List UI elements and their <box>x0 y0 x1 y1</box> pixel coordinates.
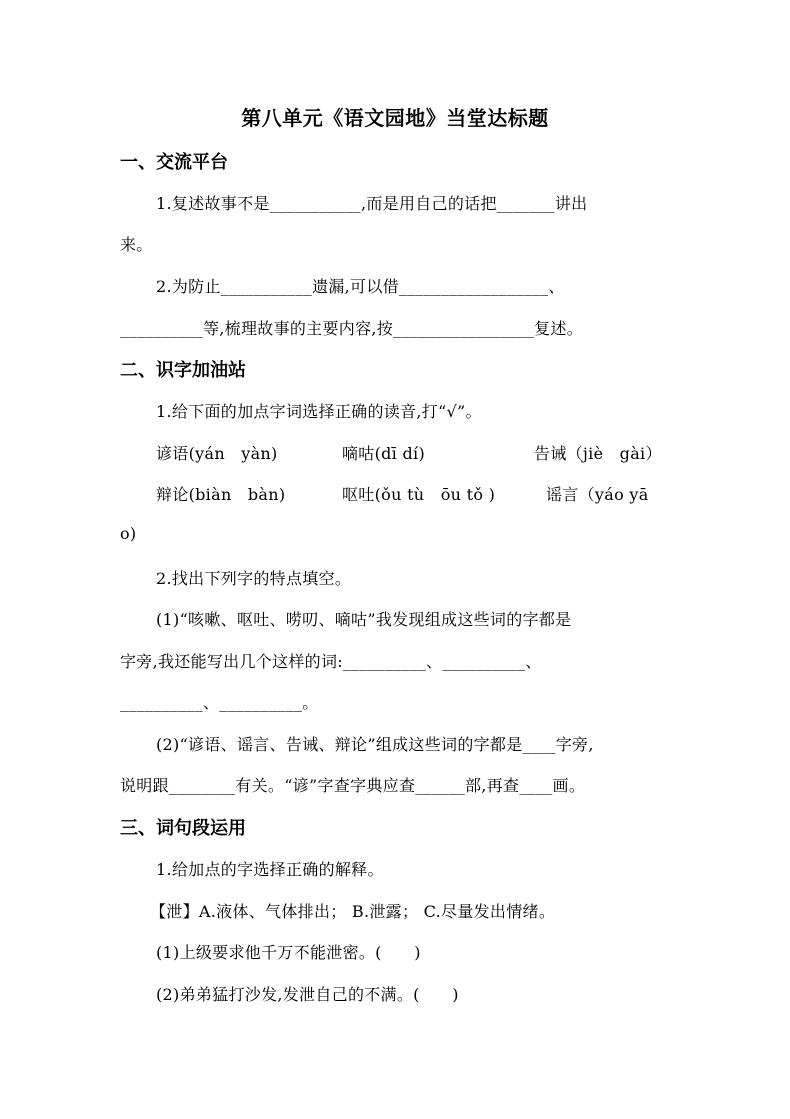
s3-item-2: (2)弟弟猛打沙发,发泄自己的不满。( ) <box>156 985 459 1004</box>
section-heading-2: 二、识字加油站 <box>120 360 246 381</box>
reading-item-2: 嘀咕(dī dí) <box>342 444 425 463</box>
reading-item-6: 谣言（yáo yā <box>546 485 649 504</box>
s3-item-1: (1)上级要求他千万不能泄密。( ) <box>156 943 421 962</box>
s2-q2-p1-line3: __________、__________。 <box>120 693 319 712</box>
reading-item-3: 告诫（jiè gài） <box>534 444 662 463</box>
definition-line: 【泄】A.液体、气体排出； B.泄露； C.尽量发出情绪。 <box>150 902 556 921</box>
reading-item-1: 谚语(yán yàn) <box>156 444 278 463</box>
s2-q2-text: 2.找出下列字的特点填空。 <box>156 569 352 588</box>
reading-item-4: 辩论(biàn bàn) <box>156 485 286 504</box>
s2-q1-text: 1.给下面的加点字词选择正确的读音,打“√”。 <box>156 402 482 421</box>
reading-item-6-wrap: o) <box>120 524 137 543</box>
s1-q2-line2: __________等,梳理故事的主要内容,按_________________复述。 <box>120 319 584 338</box>
s2-q2-p1-line2: 字旁,我还能写出几个这样的词:__________、__________、 <box>120 652 542 671</box>
section-heading-1: 一、交流平台 <box>120 152 228 173</box>
s2-q2-p2-line1: (2)“谚语、谣言、告诫、辩论”组成这些词的字都是____字旁, <box>156 735 594 754</box>
s1-q2-line1: 2.为防止___________遗漏,可以借__________________、 <box>156 277 565 296</box>
s1-q1-line1: 1.复述故事不是___________,而是用自己的话把_______讲出 <box>156 194 588 213</box>
s2-q2-p1-line1: (1)“咳嗽、呕吐、唠叨、嘀咕”我发现组成这些词的字都是 <box>156 610 572 629</box>
section-heading-3: 三、词句段运用 <box>120 818 246 839</box>
s2-q2-p2-line2: 说明跟________有关。“谚”字查字典应查______部,再查____画。 <box>120 776 586 795</box>
s3-q1-text: 1.给加点的字选择正确的解释。 <box>156 860 384 879</box>
reading-item-5: 呕吐(ǒu tù ōu tǒ ) <box>342 485 496 504</box>
s1-q1-line2: 来。 <box>120 235 153 254</box>
page-title: 第八单元《语文园地》当堂达标题 <box>241 106 549 130</box>
